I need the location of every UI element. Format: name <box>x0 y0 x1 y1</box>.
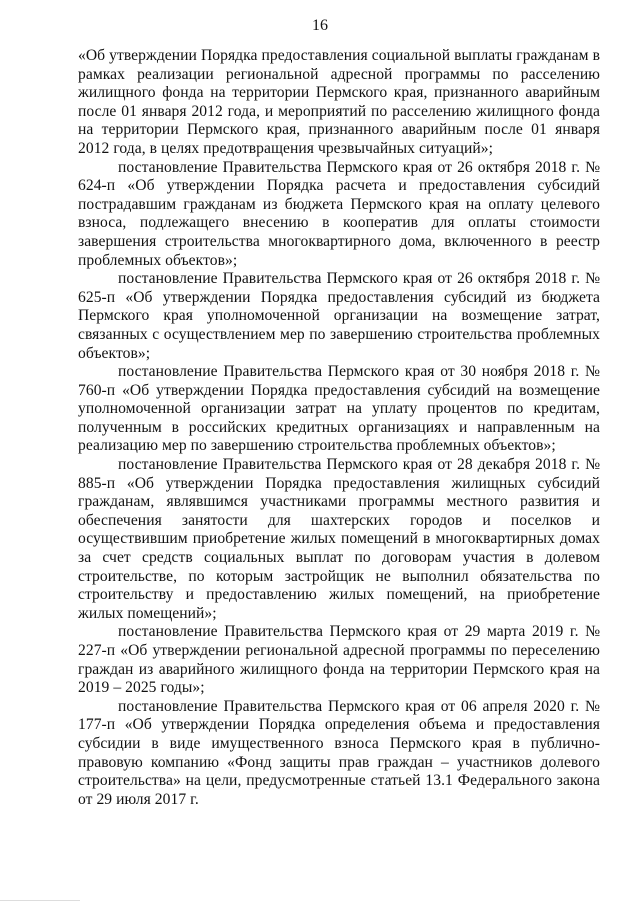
paragraph-resolution-227: постановление Правительства Пермского края от 29 марта 2019 г. № 227-п «Об утверждении региональной адресной программы по переселению граждан из аварийного жилищного фонда на территории Пермского края на 2019 – 2025 годы»; <box>78 623 600 697</box>
paragraph-resolution-885: постановление Правительства Пермского края от 28 декабря 2018 г. № 885-п «Об утверждении Порядка предоставления жилищных субсидий гражданам, являвшимся участниками программы местного развития и обеспечения занятости для шахтерских городов и поселков и осуществившим приобретение жилых помещений в многоквартирных домах за счет средств социальных выплат по договорам участия в долевом строительстве, по которым застройщик не выполнил обязательства по строительству и предоставлению жилых помещений, на приобретение жилых помещений»; <box>78 456 600 622</box>
paragraph-resolution-177: постановление Правительства Пермского края от 06 апреля 2020 г. № 177-п «Об утверждении Порядка определения объема и предоставления субсидии в виде имущественного взноса Пермского края в публично-правовую компанию «Фонд защиты прав граждан – участников долевого строительства» на цели, предусмотренные статьей 13.1 Федерального закона от 29 июля 2017 г. <box>78 697 600 808</box>
page-number: 16 <box>312 17 328 34</box>
page-bottom-rule <box>0 900 80 901</box>
paragraph-resolution-624: постановление Правительства Пермского края от 26 октября 2018 г. № 624-п «Об утверждении Порядка расчета и предоставления субсидий пострадавшим гражданам из бюджета Пермского края на оплату целевого взноса, подлежащего внесению в кооператив для оплаты стоимости завершения строительства многоквартирного дома, включенного в реестр проблемных объектов»; <box>78 158 600 269</box>
paragraph-continuation: «Об утверждении Порядка предоставления социальной выплаты гражданам в рамках реализации региональной адресной программы по расселению жилищного фонда на территории Пермского края, признанного аварийным после 01 января 2012 года, и мероприятий по расселению жилищного фонда на территории Пермского края, признанного аварийным после 01 января 2012 года, в целях предотвращения чрезвычайных ситуаций»; <box>78 47 600 157</box>
paragraph-resolution-625: постановление Правительства Пермского края от 26 октября 2018 г. № 625-п «Об утверждении Порядка предоставления субсидий из бюджета Пермского края уполномоченной организации на возмещение затрат, связанных с осуществлением мер по завершению строительства проблемных объектов»; <box>78 270 600 362</box>
paragraph-resolution-760: постановление Правительства Пермского края от 30 ноября 2018 г. № 760-п «Об утверждении Порядка предоставления субсидий на возмещение уполномоченной организации затрат на уплату процентов по кредитам, полученным в российских кредитных организациях и направленным на реализацию мер по завершению строительства проблемных объектов»; <box>78 363 600 455</box>
document-body <box>78 47 600 809</box>
